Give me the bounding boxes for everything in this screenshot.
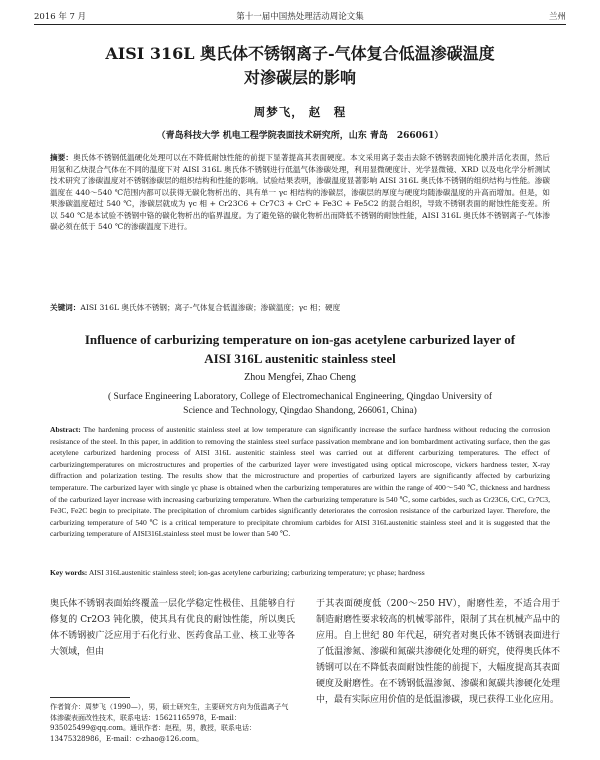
title-english — [40, 330, 560, 368]
title-en-line2: AISI 316L austenitic stainless steel — [204, 351, 396, 366]
keywords-english — [50, 567, 550, 578]
keywords-cn-text: AISI 316L 奥氏体不锈钢；离子-气体复合低温渗碳；渗碳温度；γc 相；硬度 — [80, 303, 341, 312]
affiliation-en-line1: ( Surface Engineering Laboratory, College of Electromechanical Engineering, Qingdao University of — [108, 392, 492, 402]
author-footnote: 作者简介：周梦飞（1990—），男，硕士研究生，主要研究方向为低温离子气体渗碳表面改性技术，联系电话：15621165978，E-mail：935025499@qq.com。通讯作者：赵程，男，教授，联系电话：13475328986，E-mail：c-zhao@126.com。 — [50, 703, 289, 743]
title-cn-line2: 对渗碳层的影响 — [243, 68, 356, 87]
footnote-rule — [50, 697, 130, 698]
title-en-line1: Influence of carburizing temperature on ion-gas acetylene carburized layer of — [84, 332, 516, 347]
header-place: 兰州 — [548, 12, 566, 22]
body-column-right: 于其表面硬度低（200～250 HV），耐磨性差，不适合用于制造耐磨性要求较高的机械零部件，限制了其在机械产品中的应用。自上世纪 80 年代起，研究者对奥氏体不锈钢表面进行了低温渗氮、渗碳和氮碳共渗硬化处理的研究，使得奥氏体不锈钢可以在不降低表面耐蚀性能的前提下，大幅度提高其表面硬度及耐磨性。在不锈钢低温渗氮、渗碳和氮碳共渗硬化处理中，最有实际应用价值的是低温渗碳，现已获得工业化应用。 — [316, 599, 560, 705]
title-chinese — [40, 42, 560, 90]
abstract-english — [50, 424, 550, 540]
keywords-en-label: Key words: — [50, 568, 88, 577]
authors-chinese: 周梦飞， 赵 程 — [253, 105, 347, 119]
abstract-cn-text: 奥氏体不锈钢低温硬化处理可以在不降低耐蚀性能的前提下显著提高其表面硬度。本文采用离子轰击去除不锈钢表面钝化膜并活化表面，然后用氢和乙炔混合气体在不同的温度下对 AISI 316L 奥氏体不锈钢进行低温气体渗碳处理，利用显微硬度计、光学显微镜、XRD 以及电化学分析测试技术研究了渗碳温度对不锈钢渗碳层的组织结构和性能的影响。试验结果表明，渗碳温度显著影响 AISI 316L 奥氏体不锈钢的组织结构与性能。渗碳温度在 440～540 ℃范围内都可以获得无碳化物析出的、具有单一 γc 相结构的渗碳层，渗碳层的厚度与硬度均随渗碳温度的升高而增加。但是，如果渗碳温度超过 540 ℃，渗碳层就成为 γc 相 + Cr23C6 + Cr7C3 + CrC + Fe3C + Fe5C2 的混合组织，导致不锈钢表面的耐蚀性能变差。所以 540 ℃是本试验不锈钢中铬的碳化物析出的临界温度。为了避免铬的碳化物析出而降低不锈钢的耐蚀性能，AISI 316L 奥氏体不锈钢离子-气体渗碳必须在低于 540 ℃的渗碳温度下进行。 — [50, 153, 551, 231]
keywords-cn-label: 关键词： — [50, 303, 81, 312]
running-header — [34, 10, 566, 24]
affiliation-english — [80, 390, 520, 418]
abstract-en-label: Abstract: — [50, 425, 81, 434]
header-journal: 第十一届中国热处理活动周论文集 — [236, 12, 364, 22]
affiliation-en-line2: Science and Technology, Qingdao Shandong, 266061, China) — [183, 406, 417, 416]
abstract-cn-label: 摘要： — [50, 153, 74, 162]
keywords-chinese — [50, 302, 550, 313]
affiliation-chinese: （青岛科技大学 机电工程学院表面技术研究所，山东 青岛 266061） — [156, 131, 444, 141]
header-date: 2016 年 7 月 — [34, 12, 87, 22]
abstract-chinese — [50, 152, 550, 233]
header-rule — [34, 24, 566, 25]
authors-english: Zhou Mengfei, Zhao Cheng — [244, 372, 356, 383]
abstract-en-text: The hardening process of austenitic stainless steel at low temperature can significantly increase the surface hardness without reducing the corrosion resistance of the steel. In this paper, in addition to removing the stainless steel surface passivation membrane and ion bombardment activating surface, then the gas acetylene carburized hardening process of AISI 316L austenitic stainless steel was carried out at different carburizing temperatures. The effect of carburizingtemperatures on microstructures and properties of the carburized layer were investigated using optical microscope, vickers hardness tester, X-ray diffraction and polarization testing. The results show that the microstructure and properties of carburized layers are significantly affected by carburizing temperature. The carburized layer with single γc phase is obtained when the carburizing temperatures are within the range of 400～540 ℃, thickness and hardness of the carburized layer increase with increasing carburizing temperature. When the carburizing temperature is 540 ℃, some carbides, such as Cr23C6, CrC, Cr7C3, Fe3C, Fe2C begin to precipitate. The precipitation of chromium carbides significantly deteriorates the corrosion resistance of the carburized layer. Therefore, the carburizing temperature of 540 ℃ is a critical temperature to precipitate chromium carbides for AISI 316Laustenitic stainless steel and it is suggested that the carburizing temperature of AISI316Lstainless steel must be lower than 540 ℃. — [50, 425, 550, 539]
title-cn-line1: AISI 316L 奥氏体不锈钢离子-气体复合低温渗碳温度 — [105, 44, 495, 63]
body-column-left: 奥氏体不锈钢表面始终覆盖一层化学稳定性极佳、且能够自行修复的 Cr2O3 钝化膜，使其具有优良的耐蚀性能，所以奥氏体不锈钢被广泛应用于石化行业、医药食品工业、核工业等各大领域，但由 — [50, 599, 295, 657]
keywords-en-text: AISI 316Laustenitic stainless steel; ion-gas acetylene carburizing; carburizing temperature; γc phase; hardness — [88, 568, 425, 577]
